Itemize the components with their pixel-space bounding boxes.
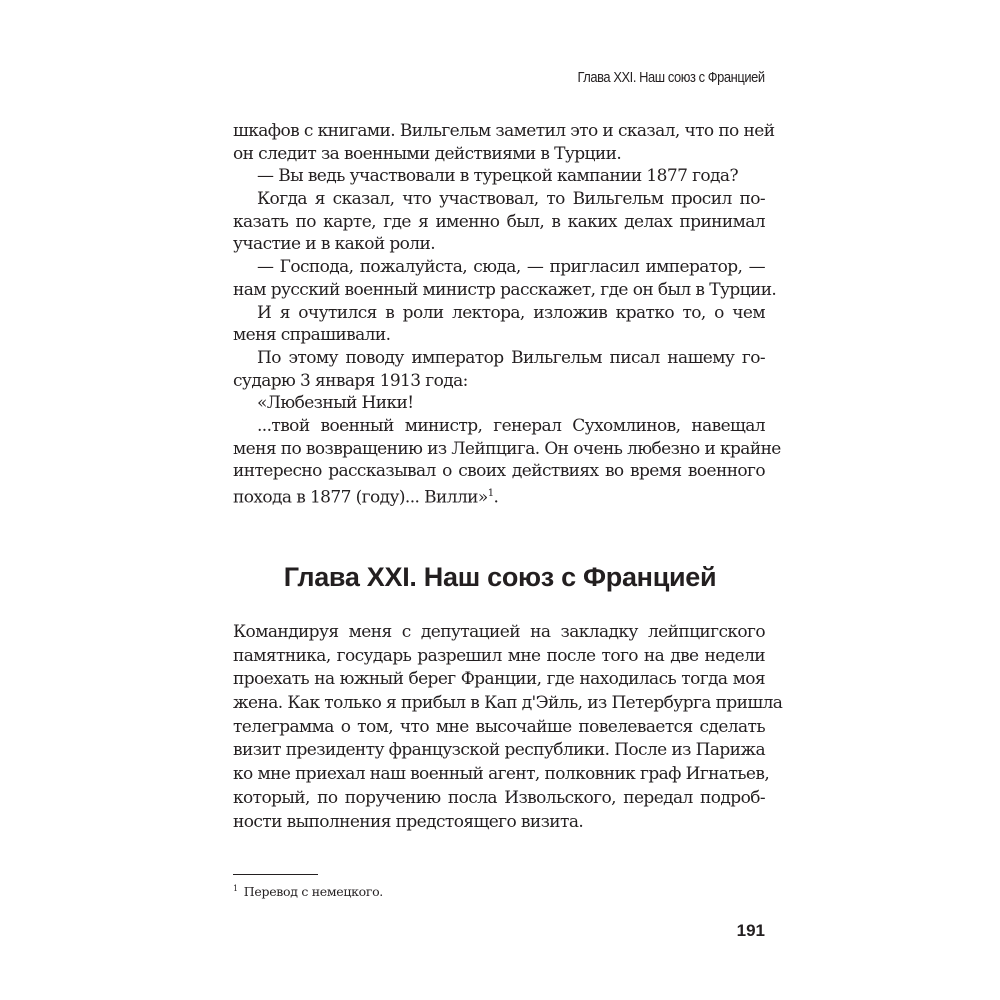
line-text: ности выполнения предстоящего визита. — [233, 811, 584, 832]
footnote-marker: 1 — [233, 884, 238, 893]
line-text: телеграмма о том, что мне высочайше повелевается сделать — [233, 716, 765, 737]
text-line — [233, 392, 765, 415]
line-text: жена. Как только я прибыл в Кап д'Эйль, из Петербурга пришла — [233, 693, 783, 714]
text-line — [233, 370, 765, 393]
line-text: сударю 3 января 1913 года: — [233, 370, 468, 391]
line-text: шкафов с книгами. Вильгельм заметил это и сказал, что по ней — [233, 121, 775, 141]
text-line — [233, 692, 783, 716]
text-line — [233, 143, 765, 166]
text-block-chapter-start — [233, 621, 783, 834]
line-text: — Господа, пожалуйста, сюда, — пригласил император, — — [257, 257, 765, 278]
text-block-continuation — [233, 120, 781, 508]
text-line — [233, 233, 765, 256]
line-text: Командируя меня с депутацией на закладку лейпцигского — [233, 622, 765, 642]
line-text: По этому поводу император Вильгельм писал нашему го- — [257, 347, 765, 368]
line-text: Когда я сказал, что участвовал, то Вильгельм просил по- — [257, 189, 765, 210]
text-line — [233, 211, 765, 234]
line-text: . — [493, 487, 499, 508]
footnote-text: Перевод с немецкого. — [243, 884, 383, 900]
text-line — [233, 668, 765, 692]
line-text: нам русский военный министр расскажет, где он был в Турции. — [233, 279, 777, 300]
text-line — [233, 324, 765, 347]
chapter-title: Глава XXI. Наш союз с Францией — [283, 562, 717, 592]
line-text: — Вы ведь участвовали в турецкой кампании 1877 года? — [257, 166, 738, 187]
line-text: интересно рассказывал о своих действиях во время военного — [233, 461, 765, 482]
line-text: похода в 1877 (году)... Вилли» — [233, 487, 488, 508]
text-line — [233, 460, 765, 483]
text-line — [233, 621, 765, 645]
line-text: участие и в какой роли. — [233, 234, 436, 255]
text-line — [233, 256, 765, 279]
line-text: памятника, государь разрешил мне после того на две недели — [233, 645, 765, 666]
page-number: 191 — [736, 921, 765, 940]
text-line — [233, 188, 765, 211]
text-line — [233, 716, 765, 740]
text-line — [233, 120, 775, 143]
text-line — [233, 483, 765, 506]
line-text: он следит за военными действиями в Турции. — [233, 143, 622, 164]
line-text: «Любезный Ники! — [257, 393, 414, 414]
line-text: И я очутился в роли лектора, изложив кратко то, о чем — [257, 302, 765, 323]
text-line — [233, 347, 765, 370]
text-line — [233, 645, 765, 669]
text-line — [233, 302, 765, 325]
running-head: Глава XXI. Наш союз с Францией — [577, 69, 765, 86]
text-line — [233, 787, 765, 811]
line-text: казать по карте, где я именно был, в каких делах принимал — [233, 211, 765, 232]
text-line — [233, 165, 765, 188]
line-text: меня по возвращению из Лейпцига. Он очень любезно и крайне — [233, 438, 781, 459]
line-text: проехать на южный берег Франции, где находилась тогда моя — [233, 669, 765, 690]
footnote-reference: 1 — [487, 488, 494, 499]
line-text: ...твой военный министр, генерал Сухомлинов, навещал — [257, 415, 765, 436]
text-line — [233, 739, 765, 763]
text-line — [233, 811, 765, 835]
footnote-divider — [233, 874, 318, 875]
line-text: ко мне приехал наш военный агент, полковник граф Игнатьев, — [233, 764, 770, 785]
text-line — [233, 763, 770, 787]
line-text: меня спрашивали. — [233, 325, 391, 346]
line-text: визит президенту французской республики. После из Парижа — [233, 740, 765, 761]
text-line — [233, 438, 781, 461]
text-line — [233, 279, 777, 302]
line-text: который, по поручению посла Извольского, передал подроб- — [233, 787, 765, 808]
text-line — [233, 415, 765, 438]
footnote — [233, 884, 383, 899]
